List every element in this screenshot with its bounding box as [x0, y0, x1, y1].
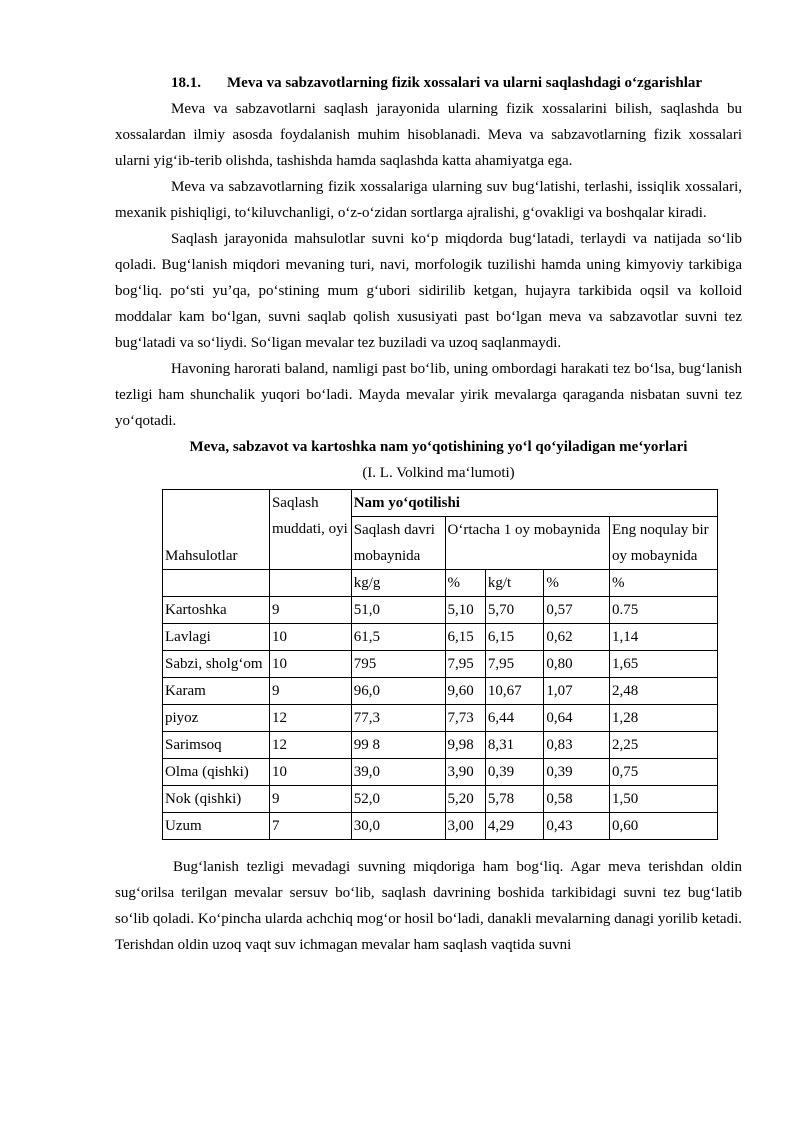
table-cell-name: Kartoshka	[163, 597, 270, 624]
table-cell-name: Lavlagi	[163, 624, 270, 651]
table-cell-pct1: 5,20	[445, 786, 485, 813]
table-cell-name: Sarimsoq	[163, 732, 270, 759]
header-moisture-loss: Nam yo‘qotilishi	[351, 490, 717, 517]
table-cell-kgt: 6,44	[485, 705, 544, 732]
table-cell-name: piyoz	[163, 705, 270, 732]
table-cell-name: Olma (qishki)	[163, 759, 270, 786]
table-cell-kgg: 795	[351, 651, 445, 678]
section-title: Meva va sabzavotlarning fizik xossalari va ularni saqlashdagi o‘zgarishlar	[227, 75, 703, 91]
table-cell-pct1: 9,98	[445, 732, 485, 759]
table-cell-pct2: 0,43	[544, 813, 610, 840]
table-cell-months: 10	[269, 651, 351, 678]
table-cell-pct2: 0,62	[544, 624, 610, 651]
unit-cell: %	[445, 570, 485, 597]
table-row	[163, 786, 718, 813]
paragraph: Havoning harorati baland, namligi past bo‘lib, uning ombordagi harakati tez bo‘lsa, bug‘lanish tezligi ham shunchalik yuqori bo‘ladi. Mayda mevalar yirik mevalarga qaraganda nisbatan suvni tez yo‘qotadi.	[115, 361, 742, 429]
section-heading	[171, 70, 742, 96]
table-cell-pct1: 7,73	[445, 705, 485, 732]
table-cell-months: 9	[269, 786, 351, 813]
table-cell-kgt: 10,67	[485, 678, 544, 705]
unit-cell: %	[609, 570, 717, 597]
table-cell-pct2: 0,83	[544, 732, 610, 759]
table-cell-pct3: 0.75	[609, 597, 717, 624]
header-monthly-average: O‘rtacha 1 oy mobaynida	[445, 517, 609, 570]
paragraph: Bug‘lanish tezligi mevadagi suvning miqdoriga ham bog‘liq. Agar meva terishdan oldin sug‘orilsa terilgan mevalar sersuv bo‘lib, saqlash davrining boshida tarkibidagi suvni tez bug‘latib so‘lib qoladi. Ko‘pincha ularda achchiq mog‘or hosil bo‘ladi, danakli mevalarning danagi yorilib ketadi. Terishdan oldin uzoq vaqt suv ichmagan mevalar ham saqlash vaqtida suvni	[115, 859, 742, 953]
table-cell-pct1: 9,60	[445, 678, 485, 705]
table-cell-pct1: 6,15	[445, 624, 485, 651]
table-cell-pct3: 1,50	[609, 786, 717, 813]
table-row	[163, 759, 718, 786]
table-cell-pct1: 3,90	[445, 759, 485, 786]
table-cell-kgt: 6,15	[485, 624, 544, 651]
table-row	[163, 705, 718, 732]
header-product: Mahsulotlar	[163, 490, 270, 570]
table-row	[163, 732, 718, 759]
table-cell-name: Uzum	[163, 813, 270, 840]
table-cell-pct2: 0,64	[544, 705, 610, 732]
table-cell-pct3: 2,25	[609, 732, 717, 759]
paragraph: Meva va sabzavotlarning fizik xossalariga ularning suv bug‘latishi, terlashi, issiqlik xossalari, mexanik pishiqligi, to‘kiluvchanligi, o‘z-o‘zidan sortlarga ajralishi, g‘ovakligi va boshqalar kiradi.	[115, 179, 742, 221]
table-row	[163, 624, 718, 651]
table-cell-pct1: 3,00	[445, 813, 485, 840]
table-cell-name: Nok (qishki)	[163, 786, 270, 813]
table-source: (I. L. Volkind ma‘lumoti)	[362, 465, 515, 481]
table-cell-kgt: 8,31	[485, 732, 544, 759]
table-cell-months: 7	[269, 813, 351, 840]
unit-cell: %	[544, 570, 610, 597]
paragraph: Saqlash jarayonida mahsulotlar suvni ko‘p miqdorda bug‘latadi, terlaydi va natijada so‘lib qoladi. Bug‘lanish miqdori mevaning turi, navi, morfologik tuzilishi hamda uning kimyoviy tarkibiga bog‘liq. po‘sti yu’qa, po‘stining mum g‘ubori sidirilib ketgan, hujayra tarkibida oqsil va kolloid moddalar kam bo‘lgan, suvni saqlab qolish xususiyati past bo‘lgan meva va sabzavotlar suvni tez bug‘latadi va so‘liydi. So‘ligan mevalar tez buziladi va uzoq saqlanmaydi.	[115, 231, 742, 351]
header-worst-month: Eng noqulay bir oy mobaynida	[609, 517, 717, 570]
section-number: 18.1.	[171, 75, 201, 91]
table-caption: Meva, sabzavot va kartoshka nam yo‘qotishining yo‘l qo‘yiladigan me‘yorlari	[189, 439, 688, 455]
table-cell-pct3: 1,14	[609, 624, 717, 651]
table-cell-pct2: 0,57	[544, 597, 610, 624]
table-cell-pct1: 7,95	[445, 651, 485, 678]
table-cell-pct3: 0,60	[609, 813, 717, 840]
table-cell-kgg: 96,0	[351, 678, 445, 705]
table-cell-kgt: 0,39	[485, 759, 544, 786]
table-cell-pct3: 2,48	[609, 678, 717, 705]
table-cell-months: 12	[269, 705, 351, 732]
table-cell-kgt: 4,29	[485, 813, 544, 840]
table-cell-pct3: 1,28	[609, 705, 717, 732]
table-cell-months: 9	[269, 597, 351, 624]
table-cell-months: 12	[269, 732, 351, 759]
table-cell-pct2: 0,39	[544, 759, 610, 786]
table-cell-months: 10	[269, 624, 351, 651]
table-cell-kgt: 7,95	[485, 651, 544, 678]
table-cell-kgg: 39,0	[351, 759, 445, 786]
table-cell	[163, 570, 270, 597]
paragraph: Meva va sabzavotlarni saqlash jarayonida ularning fizik xossalarini bilish, saqlashda bu xossalardan ilmiy asosda foydalanish muhim hisoblanadi. Meva va sabzavotlarning fizik xossalari ularni yig‘ib-terib olishda, tashishda hamda saqlashda katta ahamiyatga ega.	[115, 101, 742, 169]
units-row	[163, 570, 718, 597]
table-cell-pct1: 5,10	[445, 597, 485, 624]
table-cell-kgt: 5,78	[485, 786, 544, 813]
table-cell-kgg: 51,0	[351, 597, 445, 624]
table-cell-pct3: 0,75	[609, 759, 717, 786]
table-cell-pct2: 1,07	[544, 678, 610, 705]
table-cell-name: Karam	[163, 678, 270, 705]
table-cell-kgg: 99 8	[351, 732, 445, 759]
unit-cell: kg/t	[485, 570, 544, 597]
table-row	[163, 813, 718, 840]
table-cell	[269, 570, 351, 597]
unit-cell: kg/g	[351, 570, 445, 597]
header-period: Saqlash muddati, oyi	[269, 490, 351, 570]
table-row	[163, 651, 718, 678]
table-row	[163, 597, 718, 624]
table-cell-name: Sabzi, sholg‘om	[163, 651, 270, 678]
table-cell-kgg: 30,0	[351, 813, 445, 840]
table-cell-pct2: 0,80	[544, 651, 610, 678]
table-cell-pct3: 1,65	[609, 651, 717, 678]
table-cell-kgg: 77,3	[351, 705, 445, 732]
table-cell-kgt: 5,70	[485, 597, 544, 624]
table-cell-months: 9	[269, 678, 351, 705]
table-cell-pct2: 0,58	[544, 786, 610, 813]
table-cell-months: 10	[269, 759, 351, 786]
table-cell-kgg: 52,0	[351, 786, 445, 813]
document-page	[115, 70, 742, 958]
header-total-period: Saqlash davri mobaynida	[351, 517, 445, 570]
table-row	[163, 678, 718, 705]
table-cell-kgg: 61,5	[351, 624, 445, 651]
moisture-loss-table	[162, 489, 718, 840]
